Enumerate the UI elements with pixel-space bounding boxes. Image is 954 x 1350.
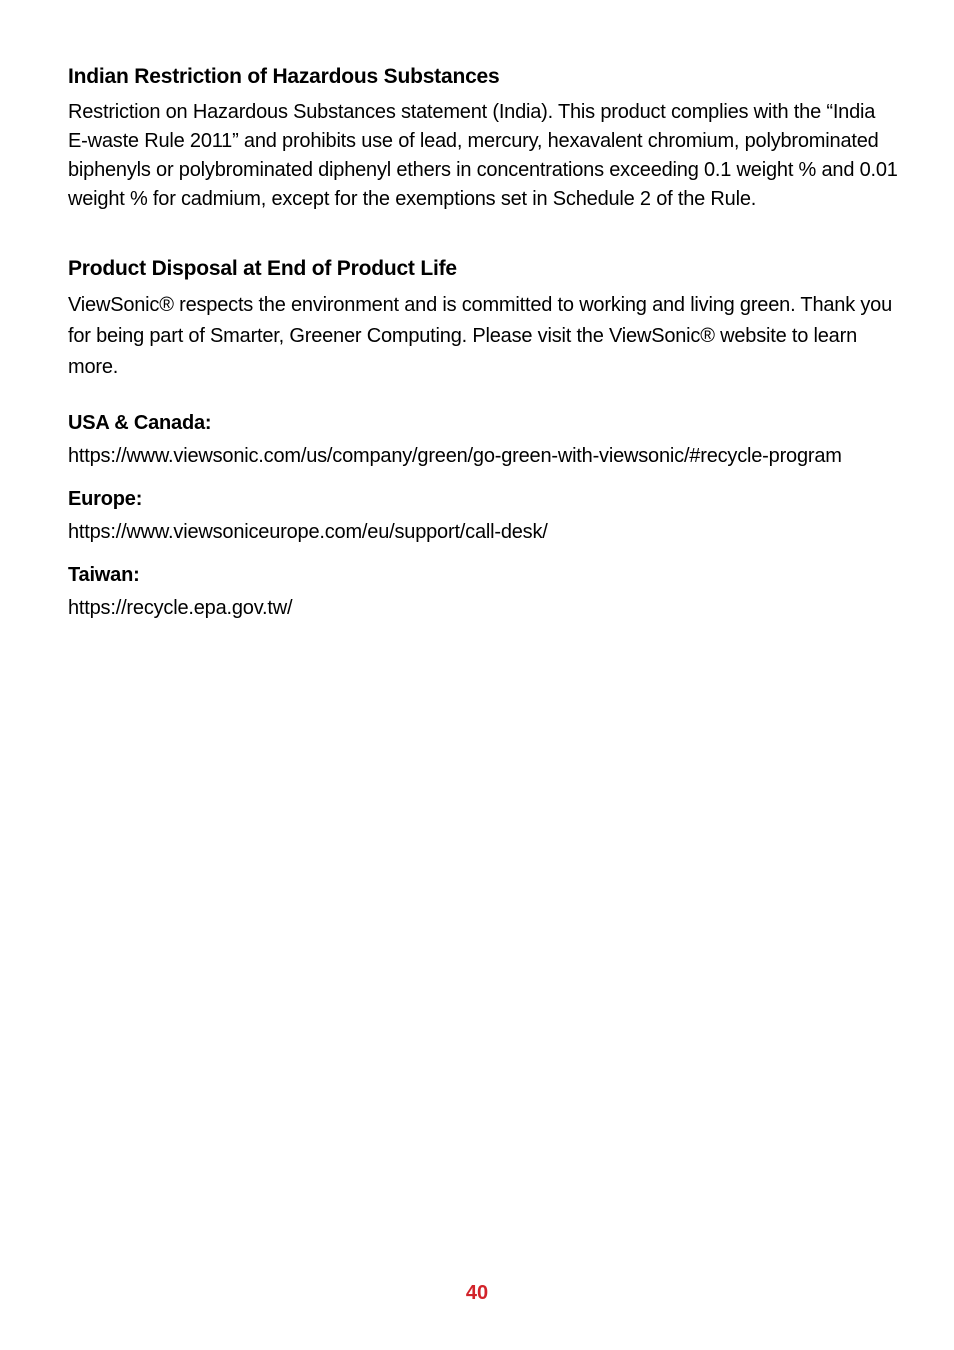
region-taiwan bbox=[68, 561, 898, 623]
region-label: Taiwan: bbox=[68, 564, 140, 586]
region-url-link[interactable]: https://recycle.epa.gov.tw/ bbox=[68, 597, 293, 619]
product-disposal-section bbox=[68, 254, 898, 383]
region-usa-canada bbox=[68, 409, 898, 471]
india-rohs-body: Restriction on Hazardous Substances statement (India). This product complies with the “India E-waste Rule 2011” and prohibits use of lead, mercury, hexavalent chromium, polybrominated biphenyls or polybrominated diphenyl ethers in concentrations exceeding 0.1 weight % and 0.01 weight % for cadmium, except for the exemptions set in Schedule 2 of the Rule. bbox=[68, 101, 898, 210]
india-rohs-heading: Indian Restriction of Hazardous Substances bbox=[68, 65, 500, 88]
region-url-link[interactable]: https://www.viewsoniceurope.com/eu/support/call-desk/ bbox=[68, 521, 548, 543]
region-label: Europe: bbox=[68, 488, 143, 510]
page-content bbox=[68, 62, 898, 637]
region-label: USA & Canada: bbox=[68, 412, 212, 434]
region-url-link[interactable]: https://www.viewsonic.com/us/company/green/go-green-with-viewsonic/#recycle-program bbox=[68, 445, 842, 467]
product-disposal-heading: Product Disposal at End of Product Life bbox=[68, 257, 457, 280]
region-europe bbox=[68, 485, 898, 547]
india-rohs-section bbox=[68, 62, 898, 214]
page-number: 40 bbox=[465, 1282, 489, 1304]
product-disposal-body: ViewSonic® respects the environment and is committed to working and living green. Thank you for being part of Smarter, Greener Computing. Please visit the ViewSonic® website to learn more. bbox=[68, 294, 893, 378]
